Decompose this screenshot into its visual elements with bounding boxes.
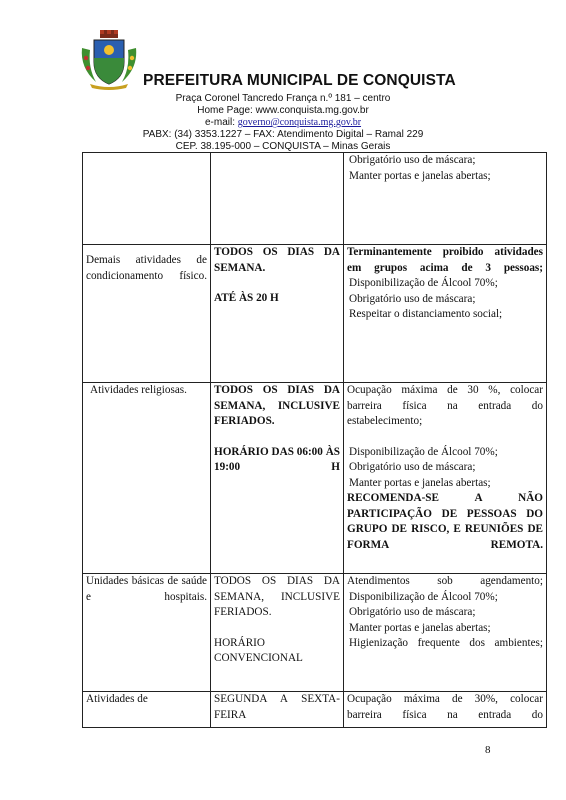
activity-cell [83, 245, 211, 383]
rule-text: Disponibilização de Álcool 70%; [349, 445, 498, 458]
activity-text: Demais atividades de condicionamento físico. [86, 254, 207, 282]
rule-text: Obrigatório uso de máscara; [349, 154, 476, 166]
hours-text: ATÉ ÀS 20 H [214, 292, 279, 304]
address-line: Praça Coronel Tancredo França n.º 181 – centro [175, 93, 391, 104]
rules-cell [344, 574, 547, 692]
municipal-crest-logo [78, 28, 140, 90]
rule-text: Ocupação máxima de 30 %, colocar barreira física na entrada do estabelecimento; [347, 384, 543, 427]
rule-text: Atendimentos sob agendamento; [347, 575, 543, 587]
phones-line: PABX: (34) 3353.1227 – FAX: Atendimento Digital – Ramal 229 [142, 129, 424, 140]
days-text: TODOS OS DIAS DA SEMANA, INCLUSIVE FERIADOS. [214, 575, 340, 618]
rule-text: Manter portas e janelas abertas; [349, 621, 491, 634]
activity-text: Atividades religiosas. [90, 384, 187, 396]
email-link[interactable]: governo@conquista.mg.gov.br [237, 117, 362, 128]
table-row [83, 574, 547, 692]
table-row [83, 383, 547, 574]
rule-text: Higienização frequente dos ambientes; [349, 637, 543, 649]
hours-text: HORÁRIO DAS 06:00 ÀS 19:00 H [214, 445, 340, 473]
activity-cell [83, 574, 211, 692]
activity-cell [83, 692, 211, 728]
rule-text: Obrigatório uso de máscara; [349, 461, 476, 473]
schedule-cell [211, 574, 344, 692]
rule-text: Manter portas e janelas abertas; [349, 476, 491, 489]
schedule-cell [211, 245, 344, 383]
table-row [83, 153, 547, 245]
rule-text: Obrigatório uso de máscara; [349, 606, 476, 618]
cep-line: CEP. 38.195-000 – CONQUISTA – Minas Gerais [175, 141, 391, 152]
email-label: e-mail: [204, 117, 235, 128]
activity-text: Unidades básicas de saúde e hospitais. [86, 575, 207, 603]
rules-table [82, 152, 547, 728]
rule-bold-text: RECOMENDA-SE A NÃO PARTICIPAÇÃO DE PESSOAS DO GRUPO DE RISCO, E REUNIÕES DE FORMA REMOTA. [347, 492, 543, 551]
schedule-cell [211, 692, 344, 728]
schedule-cell [211, 383, 344, 574]
days-text: SEGUNDA A SEXTA-FEIRA [214, 693, 340, 721]
activity-text: Atividades de [86, 693, 148, 705]
page-number: 8 [485, 744, 491, 756]
schedule-cell [211, 153, 344, 245]
rule-text: Manter portas e janelas abertas; [349, 169, 491, 182]
rule-text: Respeitar o distanciamento social; [349, 308, 503, 320]
homepage-line: Home Page: www.conquista.mg.gov.br [197, 105, 369, 116]
days-text: TODOS OS DIAS DA SEMANA, INCLUSIVE FERIADOS. [214, 384, 340, 427]
rules-cell [344, 153, 547, 245]
hours-text: HORÁRIO CONVENCIONAL [214, 636, 303, 664]
rule-text: Disponibilização de Álcool 70%; [349, 590, 498, 603]
rules-cell [344, 383, 547, 574]
email-line [0, 117, 566, 129]
rules-cell [344, 245, 547, 383]
table-row [83, 692, 547, 728]
page-title: PREFEITURA MUNICIPAL DE CONQUISTA [143, 72, 456, 89]
days-text: TODOS OS DIAS DA SEMANA. [214, 246, 340, 274]
activity-cell [83, 383, 211, 574]
rule-text: Disponibilização de Álcool 70%; [349, 277, 498, 289]
rule-text: Obrigatório uso de máscara; [349, 292, 476, 305]
rule-bold-text: Terminantemente proibido atividades em grupos acima de 3 pessoas; [347, 246, 543, 274]
activity-cell [83, 153, 211, 245]
table-row [83, 245, 547, 383]
rule-text: Ocupação máxima de 30%, colocar barreira física na entrada do [347, 693, 543, 721]
rules-cell [344, 692, 547, 728]
